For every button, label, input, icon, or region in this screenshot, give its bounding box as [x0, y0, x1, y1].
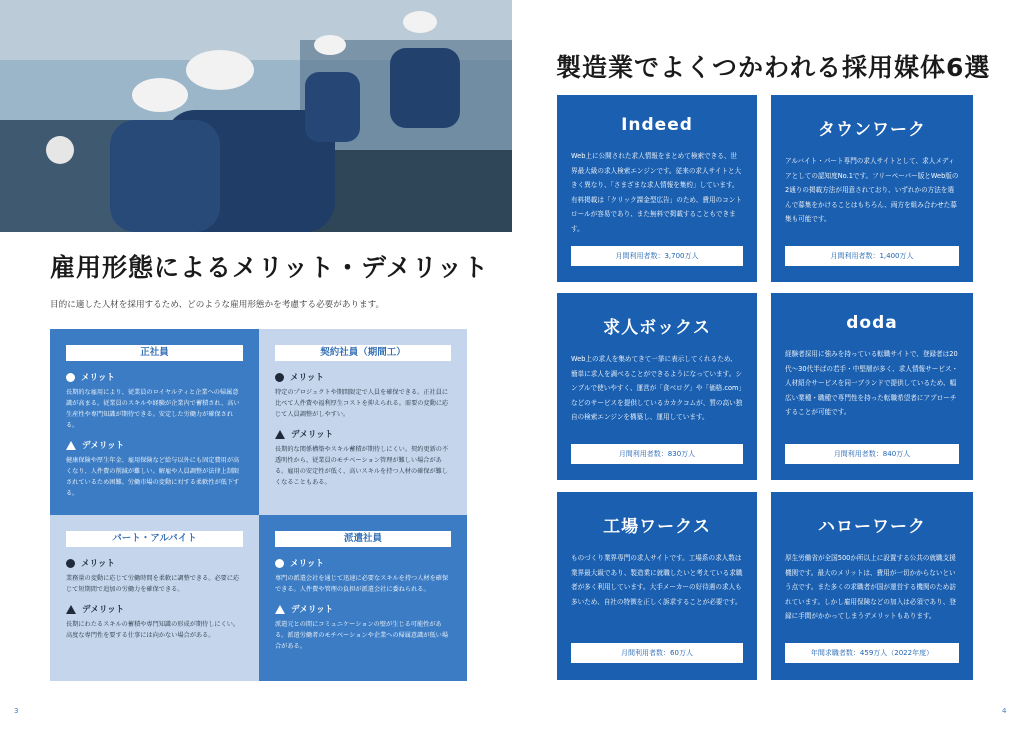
media-card-doda	[771, 293, 973, 480]
circle-icon	[275, 373, 284, 382]
media-description: アルバイト・パート専門の求人サイトとして、求人メディアとしての認知度No.1です。フリーペーパー版とWeb版の2通りの掲載方法が用意されており、いずれかの方法を選んで募集をかけることはもちろん、両方を組み合わせた募集も可能です。	[785, 157, 959, 223]
media-description: ものづくり業界専門の求人サイトです。工場系の求人数は業界最大級であり、製造業に就職したいと考えている求職者が多く利用しています。大手メーカーの好待遇の求人も多いため、自社の特徴を正しく訴求することが必要です。	[571, 554, 743, 606]
merit-label: メリット	[81, 559, 116, 569]
circle-icon	[66, 559, 75, 568]
media-card-townwork	[771, 95, 973, 282]
employment-type-heading: 契約社員（期間工）	[275, 345, 451, 361]
media-stat: 月間利用者数：60万人	[571, 643, 743, 663]
triangle-icon	[275, 605, 285, 614]
left-page-number: 3	[14, 707, 19, 715]
factory-photo-illustration	[0, 0, 512, 232]
demerit-heading	[275, 603, 451, 615]
media-name: Indeed	[621, 115, 693, 135]
media-name: タウンワーク	[818, 120, 926, 140]
merit-text: 専門の派遣会社を通じて迅速に必要なスキルを持つ人材を確保できる。人件費や管理の負担が派遣会社に委ねられる。	[275, 575, 449, 593]
merit-heading	[66, 371, 243, 383]
merit-heading	[275, 557, 451, 569]
employment-type-haken	[259, 515, 467, 681]
demerit-heading	[275, 428, 451, 440]
media-description: 厚生労働省が全国500か所以上に設置する公共の就職支援機関です。最大のメリットは、費用が一切かからないという点です。また多くの求職者が国が運営する機関のため訪れています。しかし雇用保険などの加入は必須であり、登録に手間がかかってしまうデメリットもあります。	[785, 554, 956, 620]
triangle-icon	[275, 430, 285, 439]
media-card-hello-work	[771, 492, 973, 680]
employment-type-seishain	[50, 329, 259, 515]
demerit-label: デメリット	[82, 605, 125, 615]
media-card-kyujin-box	[557, 293, 757, 480]
demerit-label: デメリット	[82, 441, 125, 451]
demerit-text: 長期にわたるスキルの蓄積や専門知識の形成が期待しにくい。高度な専門性を要する仕事には向かない場合がある。	[66, 621, 240, 639]
demerit-text: 長期的な関係構築やスキル蓄積が期待しにくい。契約更新の不透明性から、従業員のモチベーション管理が難しい場合がある。雇用の安定性が低く、高いスキルを持つ人材の確保が難しくなることもある。	[275, 446, 449, 486]
merit-label: メリット	[290, 373, 325, 383]
merit-label: メリット	[290, 559, 325, 569]
demerit-heading	[66, 439, 243, 451]
demerit-heading	[66, 603, 243, 615]
merit-label: メリット	[81, 373, 116, 383]
demerit-label: デメリット	[291, 430, 334, 440]
factory-workers-photo	[0, 0, 512, 232]
employment-type-heading: パート・アルバイト	[66, 531, 243, 547]
merit-text: 長期的な雇用により、従業員のロイヤルティと企業への帰属意識が高まる。従業員のスキルや経験が企業内で蓄積され、高い生産性や専門知識が期待できる。安定した労働力が確保される。	[66, 389, 240, 429]
media-description: Web上の求人を集めてきて一挙に表示してくれるため、簡単に求人を調べることができるようになっています。シンプルで使いやすく、運営が「食べログ」や「価格.com」などのサービスを提供しているカカクコムが、質の高い独自の検索エンジンを構築し、運用しています。	[571, 355, 743, 421]
media-name: ハローワーク	[818, 517, 926, 537]
triangle-icon	[66, 441, 76, 450]
demerit-text: 派遣元との間にコミュニケーションの壁が生じる可能性がある。派遣労働者のモチベーションや企業への帰属意識が低い場合がある。	[275, 621, 449, 650]
left-page-title: 雇用形態によるメリット・デメリット	[50, 253, 490, 282]
demerit-text: 健康保険や厚生年金、雇用保険など給与以外にも固定費用が高くなり、人件費の削減が難しい。解雇や人員調整が法律上制限されているため困難。労働市場の変動に対する柔軟性が低下する。	[66, 457, 240, 497]
employment-type-heading: 派遣社員	[275, 531, 451, 547]
left-page-intro: 目的に適した人材を採用するため、どのような雇用形態かを考慮する必要があります。	[50, 300, 385, 310]
media-stat: 月間利用者数：840万人	[785, 444, 959, 464]
media-stat: 月間利用者数：1,400万人	[785, 246, 959, 266]
media-description: Web上に公開された求人情報をまとめて検索できる、世界最大級の求人検索エンジンです。従来の求人サイトと大きく異なり、「さまざまな求人情報を集約」しています。有料掲載は「クリック課金型広告」のため、費用のコントロールが容易であり、また無料で掲載することもできます。	[571, 152, 742, 233]
merit-text: 業務量の変動に応じて労働時間を柔軟に調整できる。必要に応じて短期間で追加の労働力を確保できる。	[66, 575, 240, 593]
merit-text: 特定のプロジェクトや期間限定で人員を確保できる。正社員に比べて人件費や福利厚生コストを抑えられる。需要の変動に応じて人員調整がしやすい。	[275, 389, 449, 418]
right-page-title: 製造業でよくつかわれる採用媒体6選	[556, 53, 991, 82]
demerit-label: デメリット	[291, 605, 334, 615]
merit-heading	[275, 371, 451, 383]
employment-type-heading: 正社員	[66, 345, 243, 361]
media-name: doda	[846, 313, 898, 333]
merit-heading	[66, 557, 243, 569]
media-stat: 月間利用者数：830万人	[571, 444, 743, 464]
media-name: 工場ワークス	[603, 517, 711, 537]
media-card-indeed	[557, 95, 757, 282]
right-page-number: 4	[1002, 707, 1007, 715]
media-description: 経験者採用に強みを持っている転職サイトで、登録者は20代～30代半ばの若手・中堅層が多く、求人情報サービス・人材紹介サービスを同一ブランドで提供しているため、幅広い業種・職種で専門性を持った転職希望者にアプローチすることが可能です。	[785, 350, 959, 416]
media-card-kojo-works	[557, 492, 757, 680]
media-stat: 月間利用者数：3,700万人	[571, 246, 743, 266]
triangle-icon	[66, 605, 76, 614]
employment-type-part-time	[50, 515, 259, 681]
media-stat: 年間求職者数：459万人（2022年度）	[785, 643, 959, 663]
circle-icon	[66, 373, 75, 382]
circle-icon	[275, 559, 284, 568]
employment-type-keiyaku	[259, 329, 467, 515]
media-name: 求人ボックス	[603, 318, 711, 338]
